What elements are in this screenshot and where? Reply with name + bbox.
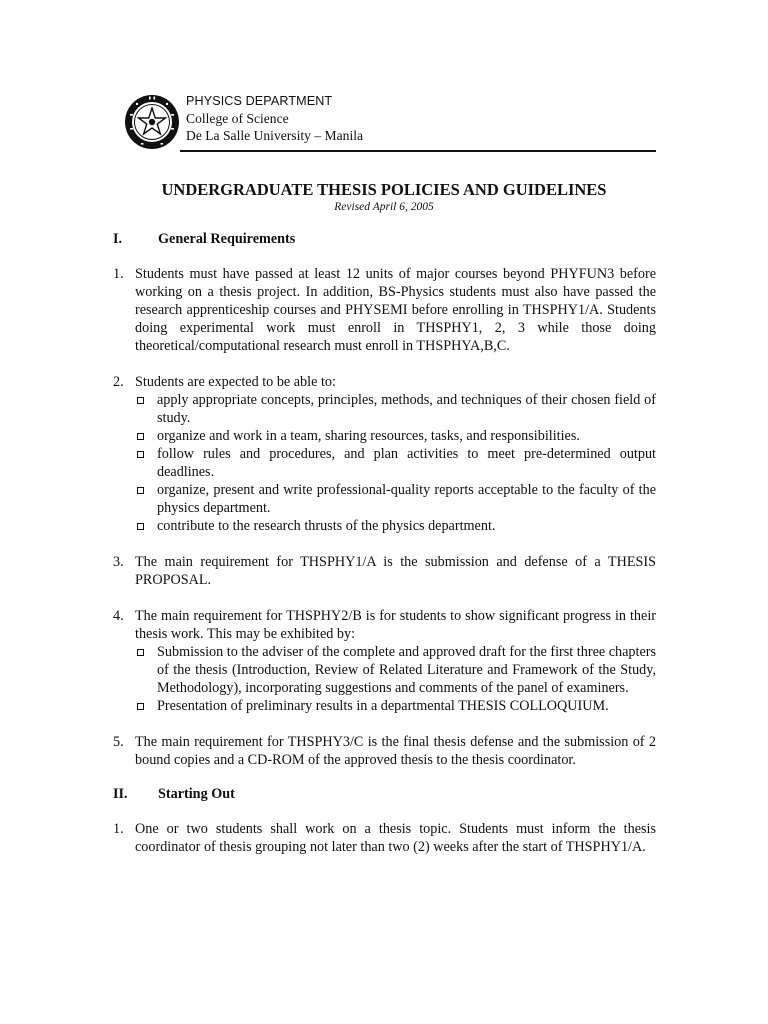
list-item — [113, 265, 656, 355]
checkbox-bullet-icon — [135, 427, 157, 445]
checkbox-bullet-icon — [135, 517, 157, 535]
bullet-item — [135, 445, 656, 481]
item-number: 4. — [113, 608, 124, 624]
bullet-text: apply appropriate concepts, principles, methods, and techniques of their chosen field of study. — [157, 392, 656, 426]
dlsu-seal-icon — [124, 94, 180, 150]
section-heading — [113, 230, 656, 248]
college-name: College of Science — [186, 111, 289, 126]
section-title: General Requirements — [158, 231, 296, 247]
bullet-item — [135, 697, 656, 715]
checkbox-bullet-icon — [135, 445, 157, 481]
list-item — [113, 820, 656, 856]
item-text: The main requirement for THSPHY1/A is the submission and defense of a THESIS PROPOSAL. — [135, 554, 656, 588]
item-body — [135, 607, 656, 715]
checkbox-bullet-icon — [135, 481, 157, 517]
bullet-item — [135, 391, 656, 427]
university-name: De La Salle University – Manila — [186, 128, 364, 143]
document-body — [113, 230, 656, 856]
item-number: 5. — [113, 734, 124, 750]
list-item — [113, 373, 656, 535]
bullet-text: Submission to the adviser of the complete and approved draft for the first three chapters of the thesis (Introduction, Review of Related Literature and Framework of the Study, Methodology), incorporating suggestions and comments of the panel of examiners. — [157, 644, 656, 696]
section-numeral: I. — [113, 231, 123, 247]
revision-date: Revised April 6, 2005 — [334, 201, 434, 213]
list-item — [113, 733, 656, 769]
item-text: Students are expected to be able to: — [135, 374, 336, 390]
item-body — [135, 733, 656, 769]
item-number: 1. — [113, 821, 124, 837]
bullet-item — [135, 427, 656, 445]
section-numeral: II. — [113, 786, 128, 802]
item-body — [135, 373, 656, 535]
checkbox-bullet-icon — [135, 643, 157, 697]
bullet-item — [135, 481, 656, 517]
bullet-list — [135, 643, 656, 715]
letterhead — [124, 92, 656, 154]
item-text: The main requirement for THSPHY2/B is for students to show significant progress in their thesis work. This may be exhibited by: — [135, 608, 656, 642]
header-rule — [180, 150, 656, 152]
item-number: 2. — [113, 374, 124, 390]
bullet-text: Presentation of preliminary results in a departmental THESIS COLLOQUIUM. — [157, 698, 609, 714]
item-body — [135, 820, 656, 856]
item-text: The main requirement for THSPHY3/C is the final thesis defense and the submission of 2 bound copies and a CD-ROM of the approved thesis to the thesis coordinator. — [135, 734, 656, 768]
bullet-item — [135, 517, 656, 535]
checkbox-bullet-icon — [135, 697, 157, 715]
item-text: Students must have passed at least 12 units of major courses beyond PHYFUN3 before working on a thesis project. In addition, BS-Physics students must also have passed the research apprenticeship courses and PHYSEMI before enrolling in THSPHY1/A. Students doing experimental work must enroll in THSPHY1, 2, 3 while those doing theoretical/computational research must enroll in THSPHYA,B,C. — [135, 266, 656, 354]
list-item — [113, 607, 656, 715]
document-title: UNDERGRADUATE THESIS POLICIES AND GUIDELINES — [161, 180, 607, 199]
section-heading — [113, 785, 656, 803]
bullet-text: organize, present and write professional-quality reports acceptable to the faculty of the physics department. — [157, 482, 656, 516]
list-item — [113, 553, 656, 589]
checkbox-bullet-icon — [135, 391, 157, 427]
bullet-list — [135, 391, 656, 535]
bullet-text: contribute to the research thrusts of the physics department. — [157, 518, 496, 534]
item-text: One or two students shall work on a thesis topic. Students must inform the thesis coordinator of thesis grouping not later than two (2) weeks after the start of THSPHY1/A. — [135, 821, 656, 855]
department-block — [186, 93, 363, 144]
item-body — [135, 553, 656, 589]
bullet-item — [135, 643, 656, 697]
item-number: 1. — [113, 266, 124, 282]
bullet-text: organize and work in a team, sharing resources, tasks, and responsibilities. — [157, 428, 580, 444]
bullet-text: follow rules and procedures, and plan activities to meet pre-determined output deadlines. — [157, 446, 656, 480]
section-title: Starting Out — [158, 786, 235, 802]
item-body — [135, 265, 656, 355]
item-number: 3. — [113, 554, 124, 570]
department-name: PHYSICS DEPARTMENT — [186, 94, 333, 108]
